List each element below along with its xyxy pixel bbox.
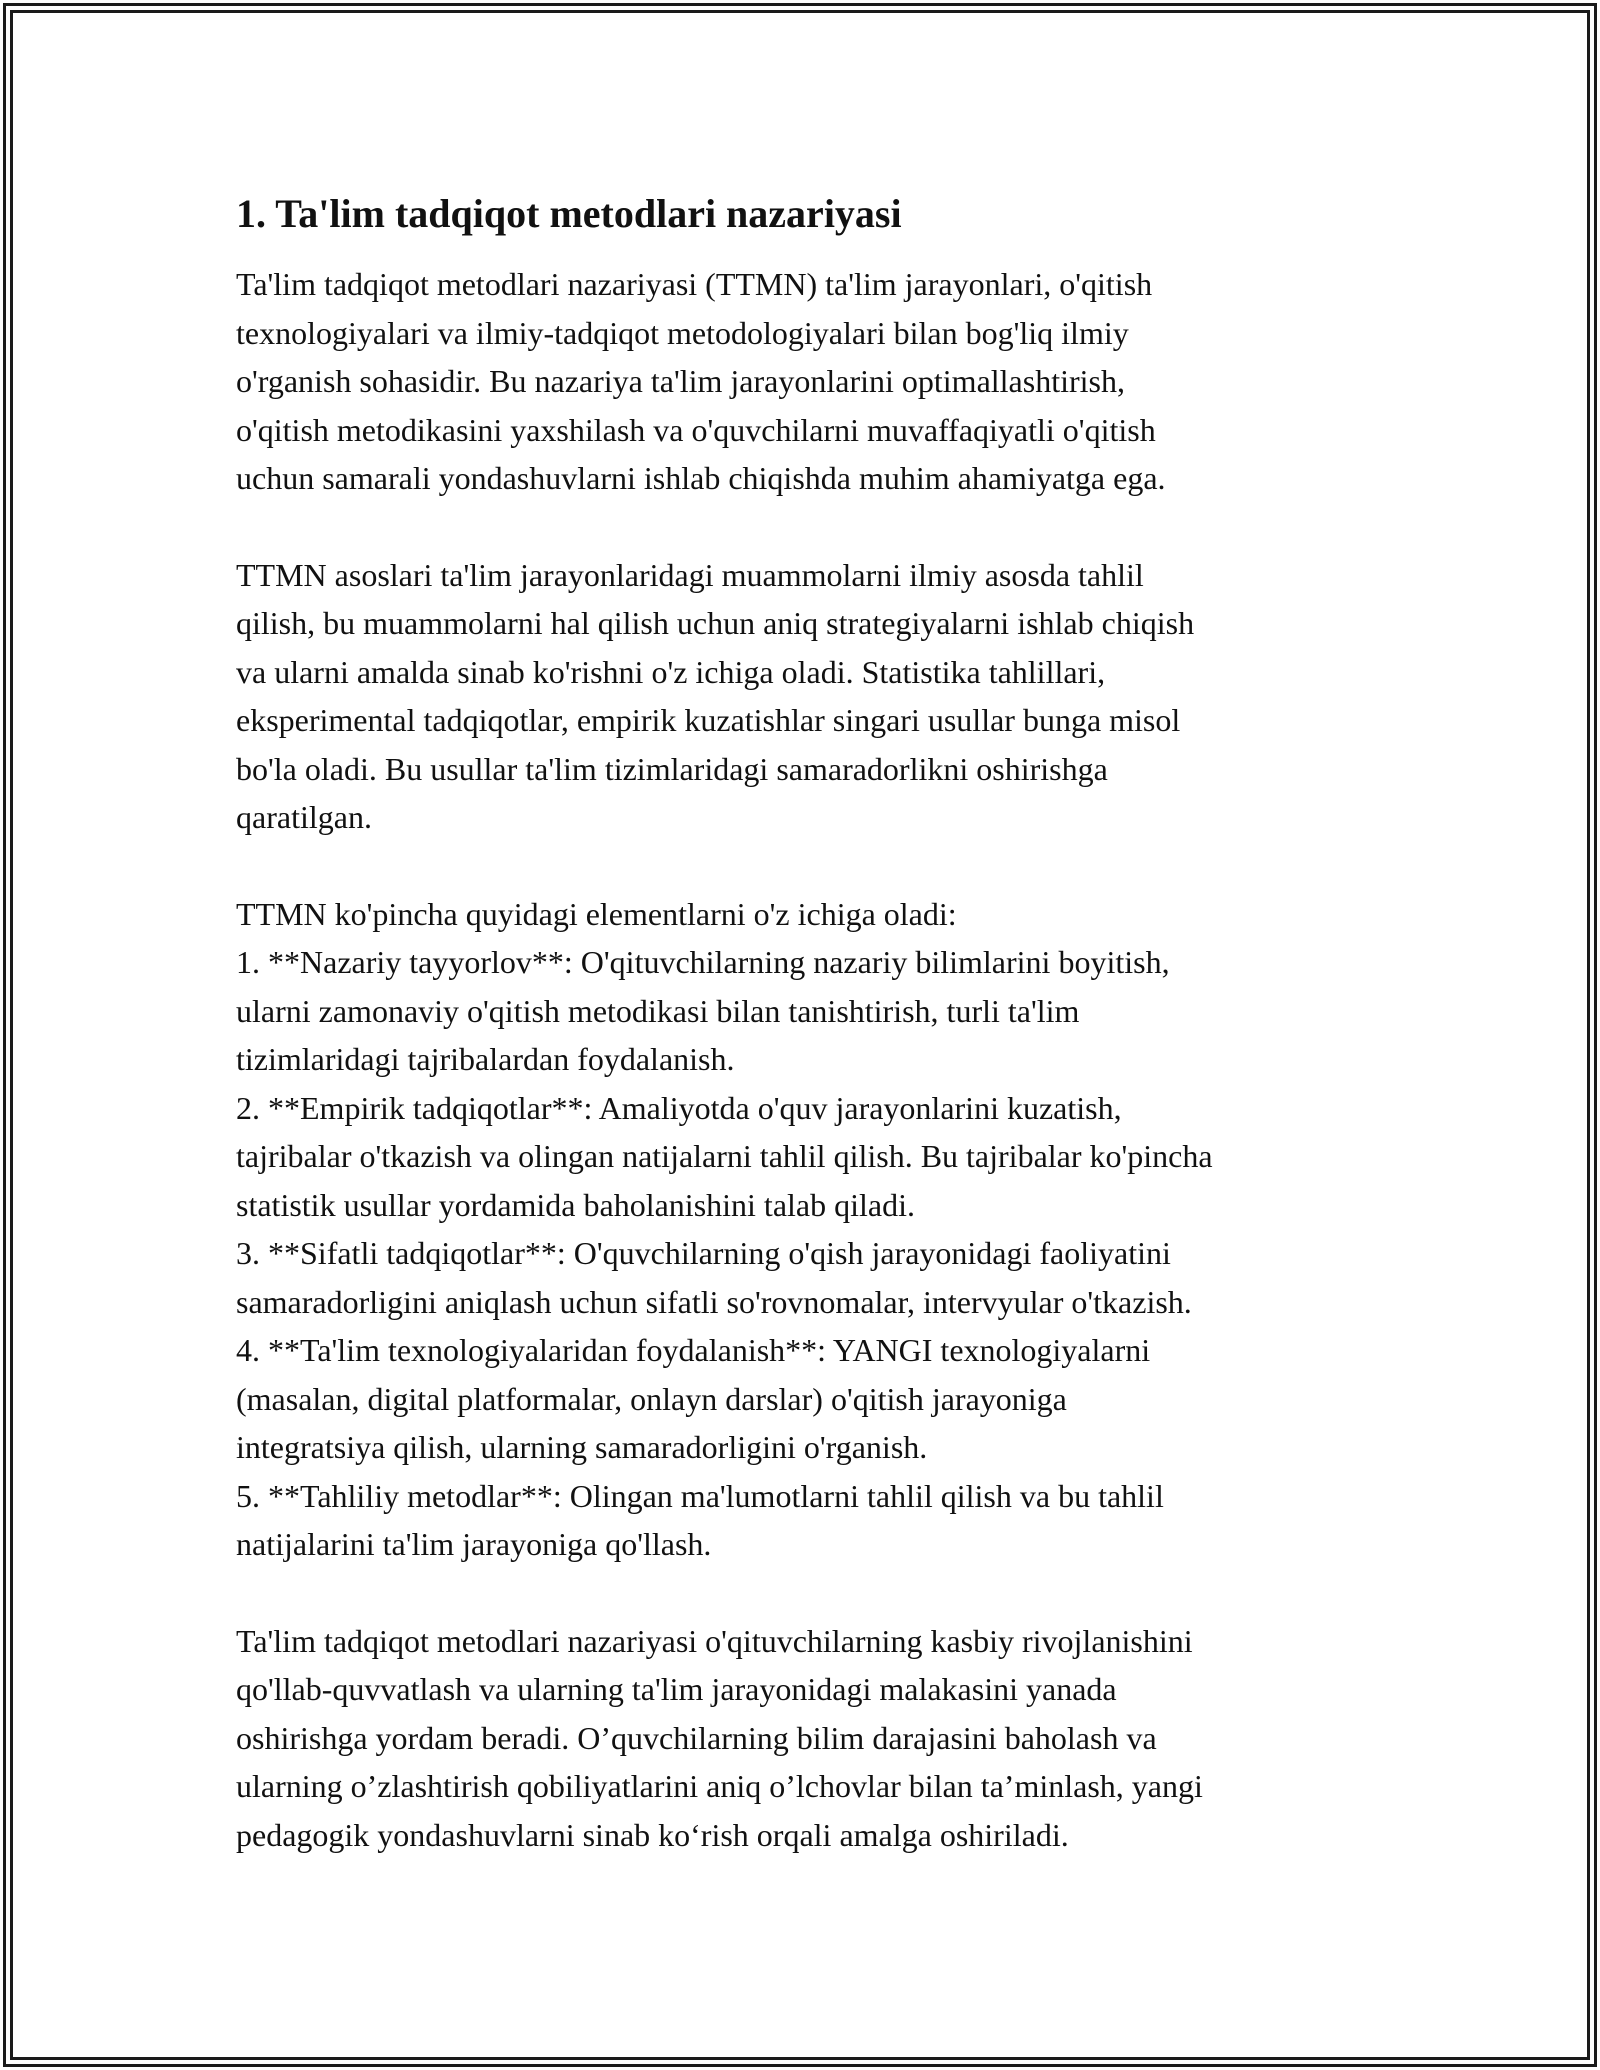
list-item-line: (masalan, digital platformalar, onlayn darslar) o'qitish jarayoniga [236,1380,1067,1417]
text-line: bo'la oladi. Bu usullar ta'lim tizimlaridagi samaradorlikni oshirishga [236,750,1108,787]
text-line: va ularni amalda sinab ko'rishni o'z ichiga oladi. Statistika tahlillari, [236,653,1106,690]
text-line: ularning o’zlashtirish qobiliyatlarini aniq o’lchovlar bilan ta’minlash, yangi [236,1768,1203,1804]
text-line: qilish, bu muammolarni hal qilish uchun aniq strategiyalarni ishlab chiqish [236,605,1195,641]
text-line: Ta'lim tadqiqot metodlari nazariyasi o'qituvchilarning kasbiy rivojlanishini [236,1622,1193,1659]
list-item-line: 2. **Empirik tadqiqotlar**: Amaliyotda o'quv jarayonlarini kuzatish, [236,1089,1122,1126]
text-line: uchun samarali yondashuvlarni ishlab chiqishda muhim ahamiyatga ega. [236,460,1166,496]
text-line: texnologiyalari va ilmiy-tadqiqot metodologiyalari bilan bog'liq ilmiy [236,314,1129,351]
paragraph-conclusion [236,1617,1386,1860]
list-item-line: statistik usullar yordamida baholanishini talab qiladi. [236,1186,915,1223]
section-heading: 1. Ta'lim tadqiqot metodlari nazariyasi [236,191,902,236]
list-item-line: tajribalar o'tkazish va olingan natijalarni tahlil qilish. Bu tajribalar ko'pincha [236,1138,1213,1174]
text-line: Ta'lim tadqiqot metodlari nazariyasi (TTMN) ta'lim jarayonlari, o'qitish [236,266,1153,302]
elements-list [236,890,1386,1569]
list-item-line: 1. **Nazariy tayyorlov**: O'qituvchilarning nazariy bilimlarini boyitish, [236,944,1170,980]
text-line: o'rganish sohasidir. Bu nazariya ta'lim jarayonlarini optimallashtirish, [236,363,1125,399]
list-item-line: 3. **Sifatli tadqiqotlar**: O'quvchilarning o'qish jarayonidagi faoliyatini [236,1235,1171,1271]
list-item-line: 5. **Tahliliy metodlar**: Olingan ma'lumotlarni tahlil qilish va bu tahlil [236,1477,1164,1514]
list-item-line: samaradorligini aniqlash uchun sifatli so'rovnomalar, intervyular o'tkazish. [236,1283,1192,1320]
list-item-line: ularni zamonaviy o'qitish metodikasi bilan tanishtirish, turli ta'lim [236,992,1080,1029]
text-line: o'qitish metodikasini yaxshilash va o'quvchilarni muvaffaqiyatli o'qitish [236,411,1156,448]
list-item-line: integratsiya qilish, ularning samaradorligini o'rganish. [236,1429,928,1465]
text-line: TTMN asoslari ta'lim jarayonlaridagi muammolarni ilmiy asosda tahlil [236,556,1144,593]
text-line: oshirishga yordam beradi. O’quvchilarning bilim darajasini baholash va [236,1719,1157,1756]
list-item-line: tizimlaridagi tajribalardan foydalanish. [236,1041,735,1077]
text-line: eksperimental tadqiqotlar, empirik kuzatishlar singari usullar bunga misol [236,702,1181,738]
text-line: pedagogik yondashuvlarni sinab ko‘rish orqali amalga oshiriladi. [236,1816,1069,1853]
text-line: qo'llab-quvvatlash va ularning ta'lim jarayonidagi malakasini yanada [236,1671,1117,1707]
paragraph-foundations [236,551,1386,842]
list-item-line: natijalarini ta'lim jarayoniga qo'llash. [236,1526,712,1562]
list-item-line: 4. **Ta'lim texnologiyalaridan foydalanish**: YANGI texnologiyalarni [236,1332,1151,1368]
text-line: qaratilgan. [236,799,372,835]
paragraph-intro [236,260,1386,503]
list-intro: TTMN ko'pincha quyidagi elementlarni o'z ichiga oladi: [236,895,957,932]
document-body [236,186,1386,1907]
